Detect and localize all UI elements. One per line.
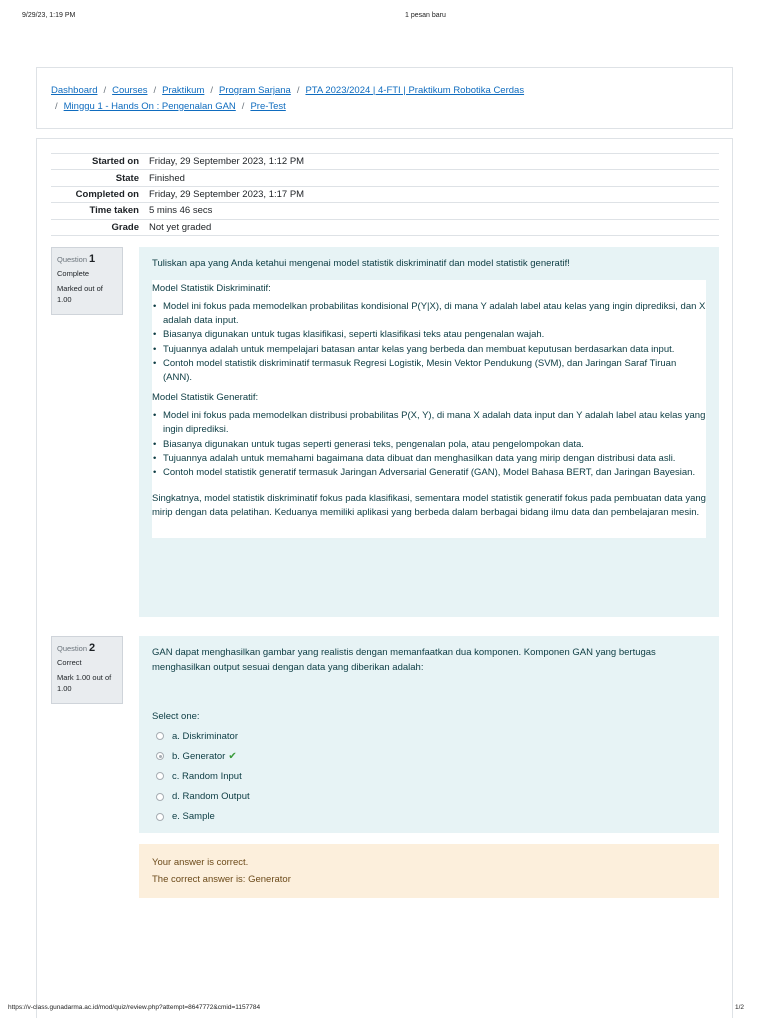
list-item: • Model ini fokus pada memodelkan probabilitas kondisional P(Y|X), di mana Y adalah label atau kelas yang ingin diprediksi, dan X adalah data input. [162,300,706,328]
question-2-info [51,636,123,704]
print-header [0,12,768,22]
radio-button[interactable] [156,793,164,801]
select-one-label: Select one: [152,711,200,722]
list-item: • Tujuannya adalah untuk memahami bagaimana data dibuat dan menghasilkan data yang mirip dengan distribusi data asli. [162,452,706,466]
summary-value: 5 mins 46 secs [149,205,213,217]
print-date: 9/29/23, 1:19 PM [22,12,76,19]
option-label: a. Diskriminator [172,730,238,742]
summary-value: Friday, 29 September 2023, 1:12 PM [149,156,305,168]
option-b[interactable] [152,746,706,766]
summary-value: Friday, 29 September 2023, 1:17 PM [149,188,305,200]
breadcrumb-week[interactable]: Minggu 1 - Hands On : Pengenalan GAN [63,100,236,112]
summary-row [51,170,719,186]
option-d[interactable] [152,787,706,807]
breadcrumb-separator: / [55,100,58,112]
print-title: 1 pesan baru [405,12,446,19]
section-list [162,300,706,385]
section-title: Model Statistik Generatif: [152,392,259,404]
breadcrumb-pretest[interactable]: Pre-Test [250,100,286,112]
question-state: Complete [57,269,90,278]
correct-answer-text: The correct answer is: Generator [152,874,291,885]
breadcrumb-courses[interactable]: Courses [112,85,148,96]
breadcrumb-separator: / [210,85,214,96]
section-list [162,409,706,480]
option-c[interactable] [152,766,706,786]
section-title: Model Statistik Diskriminatif: [152,283,271,294]
summary-row [51,154,719,170]
conclusion-text: Singkatnya, model statistik diskriminatif fokus pada klasifikasi, sementara model statistik generatif fokus pada pembuatan data yang mirip dengan data pelatihan. Keduanya memiliki aplikasi yang berbeda dalam berbagai bidang ilmu data dan pembelajaran mesin. [152,493,706,519]
print-url: https://v-class.gunadarma.ac.id/mod/quiz/review.php?attempt=8647772&cmid=1157784 [8,1004,261,1011]
breadcrumb-program-sarjana[interactable]: Program Sarjana [219,85,291,96]
list-item: • Biasanya digunakan untuk tugas klasifikasi, seperti klasifikasi teks atau pengenalan wajah. [162,328,706,342]
checkmark-icon: ✔ [228,750,237,762]
list-item: • Tujuannya adalah untuk mempelajari batasan antar kelas yang berbeda dan membuat keputusan berdasarkan data input. [162,343,706,357]
answer-options [152,726,706,827]
summary-value: Not yet graded [149,221,212,233]
feedback-text: Your answer is correct. [152,857,249,868]
summary-value: Finished [149,172,185,184]
summary-label: Completed on [75,188,139,200]
breadcrumb-separator: / [296,85,300,96]
summary-row [51,186,719,202]
summary-label: Grade [111,221,139,233]
page-number: 1/2 [734,1004,744,1011]
breadcrumb-praktikum[interactable]: Praktikum [162,85,205,96]
summary-label: Started on [92,156,139,168]
question-2-feedback [139,844,719,898]
list-item: • Biasanya digunakan untuk tugas seperti generasi teks, pengenalan pola, atau pengelompokan data. [162,438,706,452]
attempt-summary-table [51,153,719,236]
list-item: • Contoh model statistik generatif termasuk Jaringan Adversarial Generatif (GAN), Model Bahasa BERT, dan Jaringan Bayesian. [162,466,706,480]
question-grade: Marked out of 1.00 [57,284,103,304]
breadcrumb [36,67,733,129]
radio-button-selected[interactable] [156,752,164,760]
question-1-info [51,247,123,315]
question-state: Correct [57,658,82,667]
question-number: Question 1 [57,253,96,265]
option-e[interactable] [152,807,706,827]
summary-row [51,203,719,219]
breadcrumb-separator: / [153,85,157,96]
option-label: e. Sample [172,811,215,823]
radio-button[interactable] [156,772,164,780]
option-label: b. Generator [172,750,226,762]
option-label: d. Random Output [172,791,250,803]
summary-row [51,219,719,235]
question-grade: Mark 1.00 out of 1.00 [57,673,112,693]
radio-button[interactable] [156,813,164,821]
option-label: c. Random Input [172,770,242,782]
breadcrumb-course[interactable]: PTA 2023/2024 | 4-FTI | Praktikum Robotika Cerdas [305,85,525,96]
question-number: Question 2 [57,642,96,654]
summary-label: Time taken [89,205,139,217]
breadcrumb-separator: / [103,85,107,96]
list-item: • Model ini fokus pada memodelkan distribusi probabilitas P(X, Y), di mana X adalah data input dan Y adalah label atau kelas yang ingin diprediksi. [162,409,706,437]
breadcrumb-separator: / [241,100,245,112]
option-a[interactable] [152,726,706,746]
question-1-content [139,247,719,617]
question-1-prompt: Tuliskan apa yang Anda ketahui mengenai model statistik diskriminatif dan model statistik generatif! [152,258,570,269]
question-2-content [139,636,719,833]
question-2-prompt: GAN dapat menghasilkan gambar yang realistis dengan memanfaatkan dua komponen. Komponen GAN yang bertugas menghasilkan output sesuai dengan data yang diberikan adalah: [152,647,656,673]
radio-button[interactable] [156,732,164,740]
breadcrumb-dashboard[interactable]: Dashboard [51,85,98,96]
essay-answer [152,280,706,538]
summary-label: State [115,172,139,184]
quiz-review-region [36,138,733,1018]
list-item: • Contoh model statistik diskriminatif termasuk Regresi Logistik, Mesin Vektor Pendukung (SVM), dan Jaringan Saraf Tiruan (ANN). [162,357,706,385]
